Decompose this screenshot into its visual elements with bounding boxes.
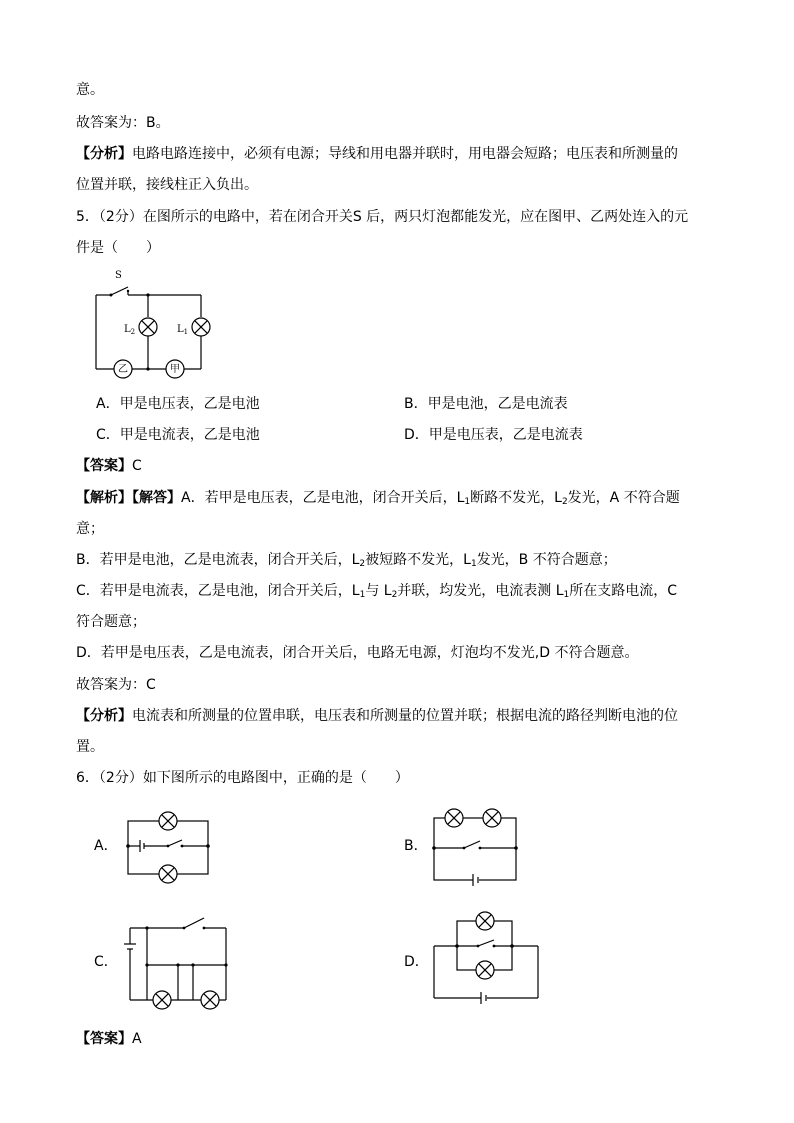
q5-answer — [76, 456, 142, 476]
q5-solution-a: 【解析】【解答】A．若甲是电压表，乙是电池，闭合开关后，$L_1$断路不发光，$L_2$发光，A 不符合题 — [76, 490, 680, 507]
q5-solution-c: C．若甲是电流表，乙是电池，闭合开关后，$L_1$与 $L_2$并联，均发光，电流表测 $L_1$所在支路电流，C — [76, 583, 678, 600]
q6-diagram-c — [118, 908, 234, 1012]
q5-solution-d: D．若甲是电压表，乙是电流表，闭合开关后，电路无电源，灯泡均不发光,D 不符合题意。 — [76, 645, 639, 661]
q5-analysis-cont: 置。 — [76, 739, 104, 755]
q6-answer — [76, 1029, 142, 1049]
q5-stem: 5．（2分）在图所示的电路中，若在闭合开关S 后，两只灯泡都能发光，应在图甲、乙两处连入的元 — [76, 209, 689, 225]
q6-stem: 6．（2分）如下图所示的电路图中，正确的是（ ） — [76, 770, 409, 786]
q6-option-d[interactable]: D． — [404, 954, 429, 970]
lamp-l1-label: $L_1$ — [177, 324, 189, 336]
analysis-tag: 【分析】 — [76, 146, 132, 162]
q5-solution-a-cont: 意； — [76, 521, 104, 537]
q5-option-b[interactable]: B．甲是电池，乙是电流表 — [404, 396, 568, 412]
meter-jia-label: 甲 — [170, 364, 180, 375]
q6-option-a[interactable]: A． — [94, 838, 118, 854]
q5-stem-cont: 件是（ ） — [76, 240, 160, 256]
text-line: 意。 — [76, 82, 104, 98]
q5-option-d[interactable]: D．甲是电压表，乙是电流表 — [404, 427, 583, 443]
q5-circuit-diagram — [88, 262, 218, 384]
q6-diagram-d — [430, 908, 542, 1004]
q6-diagram-a — [118, 808, 218, 884]
q5-conclusion: 故答案为：C — [76, 677, 156, 693]
q5-option-c[interactable]: C．甲是电流表，乙是电池 — [96, 427, 260, 443]
q5-analysis: 【分析】电流表和所测量的位置串联，电压表和所测量的位置并联；根据电流的路径判断电池的位 — [76, 708, 678, 724]
text-line: 位置并联，接线柱正入负出。 — [76, 177, 258, 193]
meter-yi-label: 乙 — [118, 364, 128, 375]
answer-tag: 【答案】 — [76, 458, 132, 474]
answer-value: A — [132, 1031, 142, 1047]
q6-diagram-b — [426, 806, 526, 886]
q5-option-a[interactable]: A．甲是电压表，乙是电池 — [96, 396, 260, 412]
q6-option-b[interactable]: B． — [404, 838, 428, 854]
switch-label: S — [115, 270, 122, 281]
analysis-tag: 【分析】 — [76, 708, 132, 724]
text-line: 故答案为：B。 — [76, 115, 170, 131]
answer-tag: 【答案】 — [76, 1031, 132, 1047]
solution-tag: 【解析】【解答】 — [76, 490, 181, 506]
answer-value: C — [132, 458, 142, 474]
q5-solution-b: B．若甲是电池，乙是电流表，闭合开关后，$L_2$被短路不发光，$L_1$发光，B 不符合题意； — [76, 552, 617, 569]
q5-solution-c-cont: 符合题意； — [76, 614, 146, 630]
q6-option-c[interactable]: C． — [94, 954, 118, 970]
analysis-text: 电路电路连接中，必须有电源；导线和用电器并联时，用电器会短路；电压表和所测量的 — [132, 146, 678, 162]
analysis-line — [76, 144, 678, 164]
lamp-l2-label: $L_2$ — [124, 324, 136, 336]
